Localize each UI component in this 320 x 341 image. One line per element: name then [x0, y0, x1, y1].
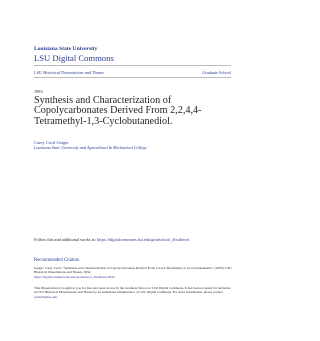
notice-text: This Dissertation is brought to you for free and open access by the Graduate School at LSU Digital Commons. It has been accepted for inclusion in LSU Historical Dissertations and Theses by an authorized administrator of LSU Digital Commons. For more information, please contact [34, 286, 231, 295]
document-title[interactable]: Synthesis and Characterization of Copolycarbonates Derived From 2,2,4,4-Tetramethyl-1,3-Cyclobutanediol. [34, 95, 202, 127]
repository-link[interactable]: LSU Digital Commons [34, 53, 114, 63]
contact-email-link[interactable]: gradetd@lsu.edu. [34, 294, 58, 299]
author-affiliation: Louisiana State University and Agricultural & Mechanical College [34, 145, 147, 150]
citation-link[interactable]: https://digitalcommons.lsu.edu/gradschool_disstheses/5654 [34, 274, 115, 279]
access-notice [34, 286, 232, 299]
citation-text: Geiger, Carey Cecil, "Synthesis and Characterization of Copolycarbonates Derived From 2,2,4,4-Tetramethyl-1,3-Cyclobutanediol." (1993). LSU Historical Dissertations and Theses. 5654. [34, 266, 232, 275]
university-name: Louisiana State University [34, 46, 98, 52]
nav-divider [34, 77, 231, 78]
citation-block [34, 266, 232, 279]
series-link[interactable]: LSU Historical Dissertations and Theses [34, 70, 104, 75]
school-link[interactable]: Graduate School [202, 70, 231, 75]
follow-link[interactable]: https://digitalcommons.lsu.edu/gradschool_disstheses [97, 237, 190, 242]
follow-text: Follow this and additional works at: [34, 237, 98, 242]
follow-line [34, 237, 189, 242]
publication-year: 1993 [34, 89, 43, 94]
author-name[interactable]: Carey Cecil Geiger [34, 140, 69, 145]
citation-heading: Recommended Citation [34, 258, 80, 263]
header-divider [34, 65, 231, 66]
